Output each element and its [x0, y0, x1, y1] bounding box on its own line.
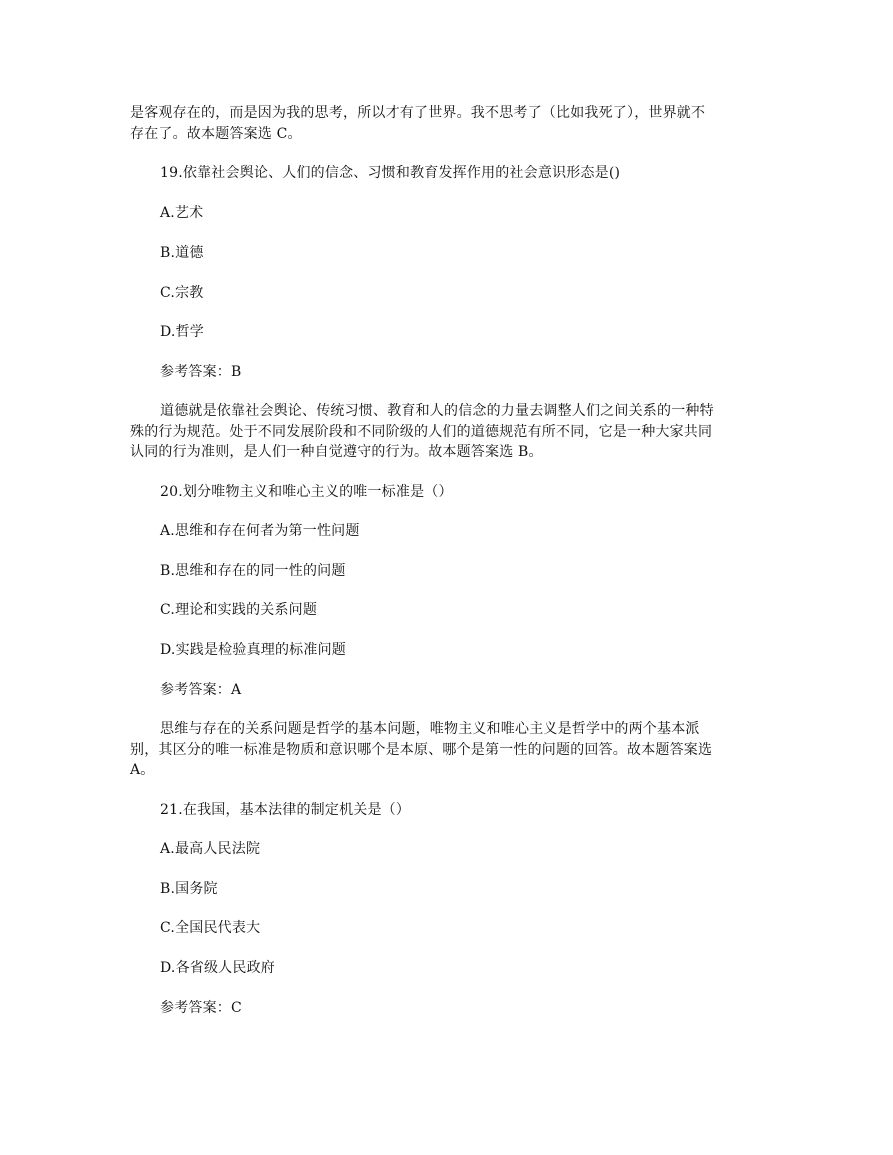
question-21-stem: 21.在我国，基本法律的制定机关是（）: [160, 802, 411, 818]
question-19-option-d: D.哲学: [160, 324, 204, 340]
question-21-option-c: C.全国民代表大: [160, 920, 261, 936]
question-20-option-c: C.理论和实践的关系问题: [160, 602, 318, 618]
question-19-option-b: B.道德: [160, 245, 204, 261]
question-19-option-c: C.宗教: [160, 285, 204, 301]
question-21-option-d: D.各省级人民政府: [160, 960, 275, 976]
question-20-explanation-line-3: A。: [130, 762, 155, 778]
question-20-option-d: D.实践是检验真理的标准问题: [160, 642, 346, 658]
question-20-answer: 参考答案：A: [160, 682, 242, 698]
question-19-explanation-line-3: 认同的行为准则，是人们一种自觉遵守的行为。故本题答案选 B。: [130, 444, 543, 460]
question-21-answer: 参考答案：C: [160, 1000, 242, 1016]
question-19-answer: 参考答案：B: [160, 364, 242, 380]
question-20-option-a: A.思维和存在何者为第一性问题: [160, 523, 360, 539]
question-20-explanation-line-1: 思维与存在的关系问题是哲学的基本问题，唯物主义和唯心主义是哲学中的两个基本派: [160, 721, 700, 737]
question-21-option-b: B.国务院: [160, 881, 218, 897]
question-20-option-b: B.思维和存在的同一性的问题: [160, 563, 346, 579]
question-19-option-a: A.艺术: [160, 205, 204, 221]
question-20-stem: 20.划分唯物主义和唯心主义的唯一标准是（）: [160, 484, 453, 500]
question-21-option-a: A.最高人民法院: [160, 841, 261, 857]
intro-line-1: 是客观存在的，而是因为我的思考，所以才有了世界。我不思考了（比如我死了），世界就不: [130, 105, 706, 121]
question-20-explanation-line-2: 别，其区分的唯一标准是物质和意识哪个是本原、哪个是第一性的问题的回答。故本题答案选: [130, 742, 713, 758]
intro-line-2: 存在了。故本题答案选 C。: [130, 126, 302, 142]
question-19-explanation-line-1: 道德就是依靠社会舆论、传统习惯、教育和人的信念的力量去调整人们之间关系的一种特: [160, 403, 714, 419]
question-19-explanation-line-2: 殊的行为规范。处于不同发展阶段和不同阶级的人们的道德规范有所不同，它是一种大家共同: [130, 424, 713, 440]
question-19-stem: 19.依靠社会舆论、人们的信念、习惯和教育发挥作用的社会意识形态是(): [160, 165, 621, 181]
